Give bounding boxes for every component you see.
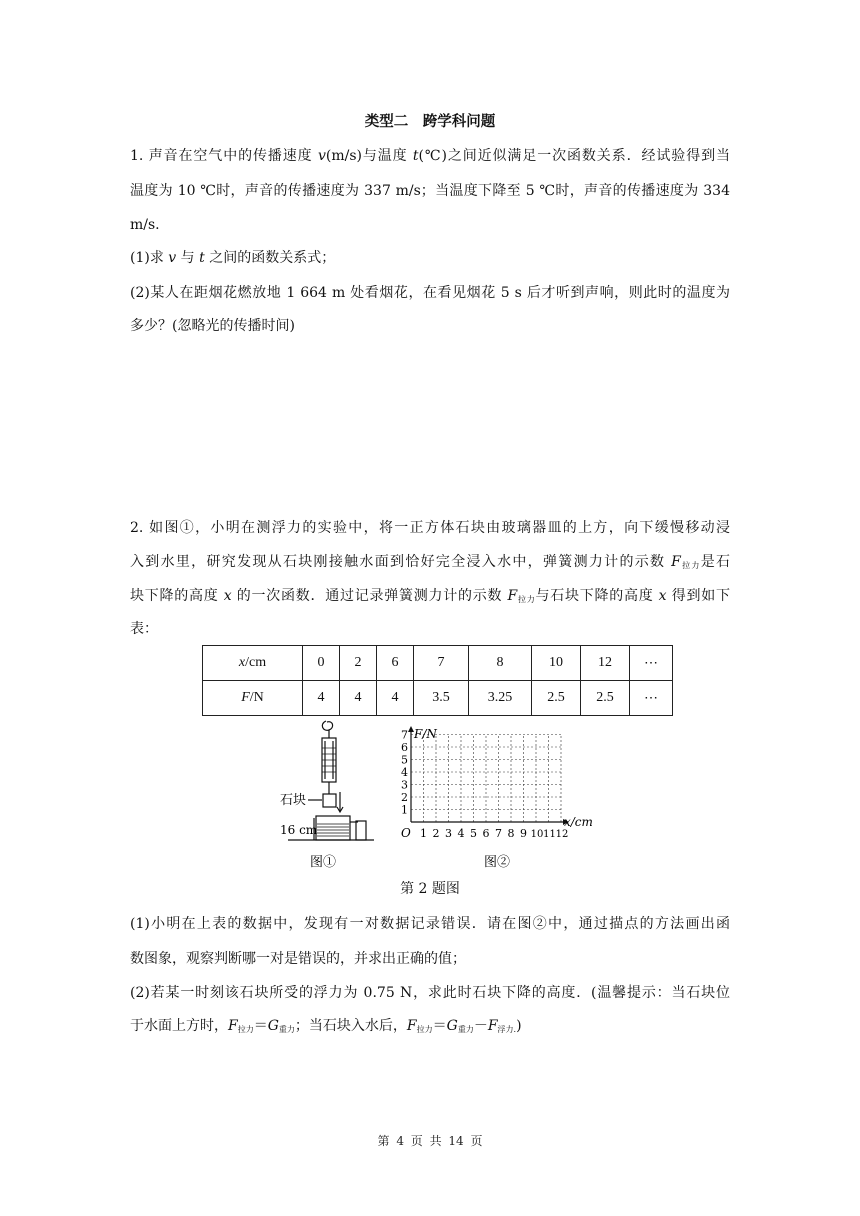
x-axis-label: x/cm <box>564 815 593 829</box>
table-cell: 4 <box>303 681 340 716</box>
hook-top <box>322 721 332 730</box>
data-table <box>202 645 673 716</box>
q1-part-2-line-2: 多少？(忽略光的传播时间) <box>130 318 295 334</box>
table-row-x <box>203 646 673 681</box>
q2-part-1-line-1: (1)小明在上表的数据中，发现有一对数据记录错误．请在图②中，通过描点的方法画出函 <box>130 916 730 932</box>
table-cell: ⋯ <box>630 646 673 681</box>
y-tick-label: 3 <box>401 778 408 792</box>
table-row-f <box>203 681 673 716</box>
table-cell: 7 <box>414 646 469 681</box>
q2-line-2: 入到水里，研究发现从石块刚接触水面到恰好完全浸入水中，弹簧测力计的示数 $F_{拉力}$是石 <box>130 554 730 570</box>
table-header-x: x/cm <box>203 646 303 681</box>
y-tick-labels <box>401 729 408 817</box>
y-tick-label: 4 <box>401 766 408 779</box>
x-tick-label: 10 <box>530 829 544 840</box>
table-header-f: F/N <box>203 681 303 716</box>
q1-line-3: m/s. <box>130 217 160 233</box>
x-tick-label: 9 <box>520 827 527 840</box>
table-cell: 0 <box>303 646 340 681</box>
figure-1-apparatus <box>278 718 390 878</box>
table-cell: 2.5 <box>581 681 630 716</box>
table-cell: ⋯ <box>630 681 673 716</box>
x-tick-label: 8 <box>507 827 515 840</box>
y-axis-label: F/N <box>414 727 437 741</box>
x-tick-label: 11 <box>543 829 556 840</box>
grid-lines <box>411 735 561 823</box>
section-title: 类型二 跨学科问题 <box>364 114 496 130</box>
q2-line-3: 块下降的高度 x 的一次函数．通过记录弹簧测力计的示数 $F_{拉力}$与石块下降的高度 x 得到如下 <box>130 588 731 604</box>
figure-1-caption: 图① <box>310 855 337 870</box>
y-tick-label: 2 <box>401 791 408 804</box>
table-cell: 3.25 <box>469 681 532 716</box>
table-cell: 3.5 <box>414 681 469 716</box>
figure-caption: 第 2 题图 <box>400 881 460 897</box>
x-tick-label: 3 <box>445 827 452 840</box>
q2-part-2-line-1: (2)若某一时刻该石块所受的浮力为 0.75 N，求此时石块下降的高度．(温馨提示：当石块位 <box>130 985 730 1001</box>
glass-dish <box>316 816 350 840</box>
page-footer: 第 4 页 共 14 页 <box>377 1134 483 1148</box>
table-cell: 8 <box>469 646 532 681</box>
figure-2-grid <box>392 718 604 878</box>
y-tick-label: 6 <box>401 741 408 754</box>
y-tick-label: 7 <box>401 728 408 742</box>
q1-line-1: 1. 声音在空气中的传播速度 v(m/s)与温度 t(℃)之间近似满足一次函数关系．经试验得到当 <box>130 148 730 164</box>
x-tick-labels <box>420 827 568 840</box>
x-tick-label: 2 <box>432 827 440 840</box>
stone-block <box>323 794 336 807</box>
table-cell: 2.5 <box>532 681 581 716</box>
q2-part-1-line-2: 数图象，观察判断哪一对是错误的，并求出正确的值； <box>130 951 466 967</box>
table-cell: 4 <box>377 681 414 716</box>
table-cell: 2 <box>340 646 377 681</box>
q2-line-1: 2. 如图①，小明在测浮力的实验中，将一正方体石块由玻璃器皿的上方，向下缓慢移动浸 <box>130 520 730 536</box>
origin-label: O <box>401 826 411 840</box>
q1-part-2-line-1: (2)某人在距烟花燃放地 1 664 m 处看烟花，在看见烟花 5 s 后才听到声响，则此时的温度为 <box>130 285 730 301</box>
q1-line-2: 温度为 10 ℃时，声音的传播速度为 337 m/s；当温度下降至 5 ℃时，声音的传播速度为 334 <box>130 183 730 199</box>
x-tick-label: 5 <box>470 827 477 840</box>
y-tick-label: 1 <box>401 803 408 817</box>
x-tick-label: 6 <box>482 827 490 840</box>
q2-part-2-line-2: 于水面上方时，$F_{拉力}=G_{重力}$；当石块入水后，$F_{拉力}=G_{重力}-F_{浮力.}$) <box>130 1018 522 1034</box>
height-label: 16 cm <box>280 823 318 837</box>
x-tick-label: 1 <box>420 827 427 840</box>
stone-label: 石块 <box>280 793 307 808</box>
table-cell: 6 <box>377 646 414 681</box>
x-tick-label: 12 <box>555 829 569 840</box>
y-tick-label: 5 <box>401 753 408 767</box>
table-cell: 12 <box>581 646 630 681</box>
table-cell: 4 <box>340 681 377 716</box>
table-cell: 10 <box>532 646 581 681</box>
q1-part-1: (1)求 v 与 t 之间的函数关系式； <box>130 250 336 266</box>
q2-line-4: 表： <box>130 621 158 637</box>
x-tick-label: 4 <box>457 827 465 840</box>
x-tick-label: 7 <box>495 827 502 840</box>
figure-2-caption: 图② <box>484 855 511 870</box>
